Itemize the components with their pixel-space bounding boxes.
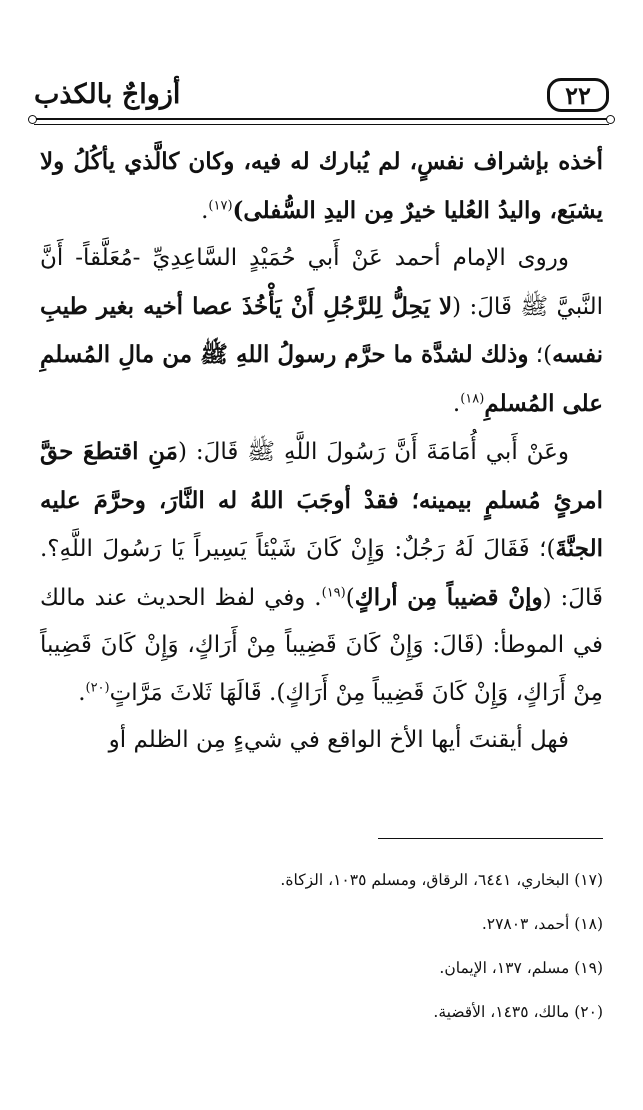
narration-text: ) xyxy=(345,584,355,611)
paragraph xyxy=(40,235,603,428)
paragraph xyxy=(40,428,603,717)
main-text xyxy=(40,138,603,765)
hadith-text: وذلك لشدَّة ما حرَّم رسولُ اللهِ ﷺ من مالِ المُسلمِ على المُسلمِ xyxy=(40,341,603,417)
page-header xyxy=(34,78,609,118)
narration-text: فهل أيقنتَ أيها الأخ الواقع في شيءٍ مِن الظلم أو xyxy=(108,727,569,753)
header-rule xyxy=(34,118,609,125)
footnote-ref: (١٩) xyxy=(321,584,346,600)
footnotes xyxy=(40,858,603,1034)
footnote-ref: (١٨) xyxy=(460,390,485,406)
footnote: (١٧) البخاري، ٦٤٤١، الرقاق، ومسلم ١٠٣٥، الزكاة. xyxy=(280,871,603,889)
running-title: أزواجٌ بالكذب xyxy=(34,79,181,110)
narration-text: . xyxy=(78,679,86,706)
paragraph xyxy=(40,717,603,765)
narration-text: وروى الإمام أحمد عَنْ أَبي حُمَيْدٍ السَّاعِدِيِّ -مُعَلَّقاً- أَنَّ النَّبيَّ ﷺ قَالَ: ( xyxy=(40,245,603,320)
narration-text: )؛ فَقَالَ لَهُ رَجُلٌ: وَإِنْ كَانَ شَيْئاً يَسِيراً يَا رَسُولَ اللَّهِ؟. قَالَ: ( xyxy=(40,536,603,611)
narration-text: . وفي لفظ الحديث عند مالك في الموطأ: (قَالَ: وَإِنْ كَانَ قَضِيباً مِنْ أَرَاكٍ، وَإِنْ كَانَ قَضِيباً مِنْ أَرَاكٍ، وَإِنْ كَانَ قَضِيباً مِنْ أَرَاكٍ). قَالَهَا ثَلاثَ مَرَّاتٍ xyxy=(40,584,603,706)
page-number: ٢٢ xyxy=(547,78,609,112)
narration-text: )؛ xyxy=(528,342,553,368)
hadith-text: أخذه بإشراف نفسٍ، لم يُبارك له فيه، وكان كالَّذي يأكُلُ ولا يشبَع، واليدُ العُليا خيرٌ مِن اليدِ السُّفلى) xyxy=(40,148,603,224)
footnote: (١٨) أحمد، ٢٧٨٠٣. xyxy=(481,915,603,933)
narration-text: . xyxy=(201,197,209,224)
footnote: (١٩) مسلم، ١٣٧، الإيمان. xyxy=(439,959,603,977)
footnote-ref: (٢٠) xyxy=(85,679,110,695)
narration-text: . xyxy=(452,390,461,417)
narration-text: وعَنْ أَبي أُمَامَةَ أَنَّ رَسُولَ اللَّهِ ﷺ قَالَ: ( xyxy=(177,439,569,465)
hadith-text: وإنْ قضيباً مِن أراكٍ xyxy=(354,583,543,611)
hadith-text: مَنِ اقتطعَ حقَّ امرئٍ مُسلمٍ بيمينه؛ فقدْ أوجَبَ اللهُ له النَّارَ، وحرَّمَ عليه الجنَّةَ xyxy=(40,438,603,562)
paragraph xyxy=(40,138,603,235)
footnote-ref: (١٧) xyxy=(208,197,233,213)
footnote-separator xyxy=(378,838,603,839)
hadith-text: لا يَحِلُّ لِلرَّجُلِ أَنْ يَأْخُذَ عصا أخيه بغير طيبِ نفسه xyxy=(40,292,603,368)
footnote: (٢٠) مالك، ١٤٣٥، الأقضية. xyxy=(433,1003,603,1021)
rule-ornament-right xyxy=(606,115,615,124)
rule-ornament-left xyxy=(28,115,37,124)
